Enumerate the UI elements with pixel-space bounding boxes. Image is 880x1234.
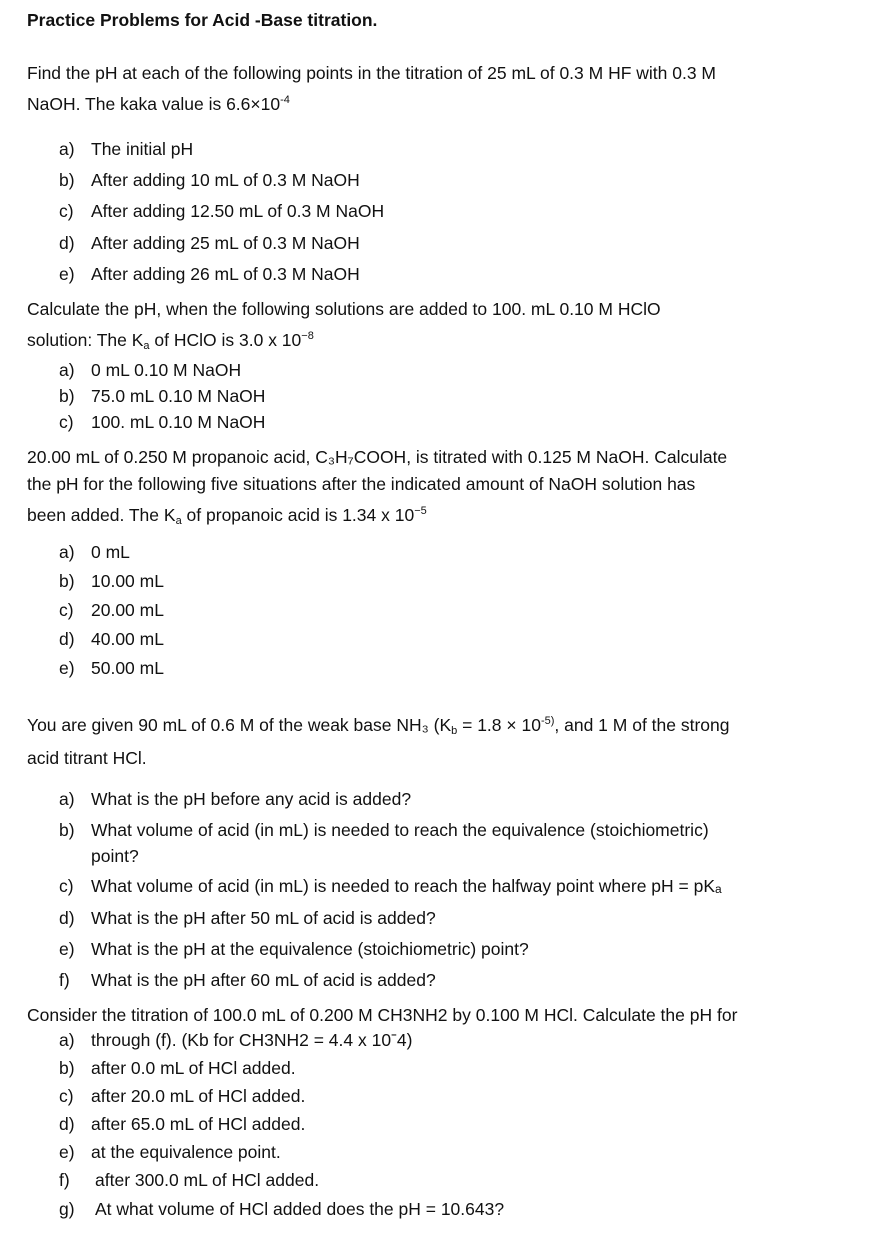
page-title: Practice Problems for Acid -Base titration. bbox=[27, 10, 378, 30]
problem-4-item-d: d) What is the pH after 50 mL of acid is added? bbox=[59, 908, 436, 928]
problem-3-item-c: c) 20.00 mL bbox=[59, 600, 164, 620]
problem-5-statement: Consider the titration of 100.0 mL of 0.200 M CH3NH2 by 0.100 M HCl. Calculate the pH for bbox=[27, 1005, 738, 1025]
problem-3-item-a: a) 0 mL bbox=[59, 542, 130, 562]
problem-3-line-3: been added. The $K_a$ of propanoic acid is 1.34 x $10^{-5}$ bbox=[27, 505, 427, 527]
problem-5-item-f: f) after 300.0 mL of HCl added. bbox=[59, 1170, 320, 1190]
problem-5-item-c: c) after 20.0 mL of HCl added. bbox=[59, 1086, 306, 1106]
problem-4-item-b: b) What volume of acid (in mL) is needed to reach the equivalence (stoichiometric) bbox=[59, 820, 709, 840]
problem-2-statement bbox=[27, 296, 847, 360]
problem-4-statement bbox=[27, 708, 847, 772]
problem-3-item-b: b) 10.00 mL bbox=[59, 571, 164, 591]
problem-3-statement bbox=[27, 444, 847, 535]
problem-1-item-b: b) After adding 10 mL of 0.3 M NaOH bbox=[59, 170, 360, 190]
problem-4-item-a: a) What is the pH before any acid is added? bbox=[59, 789, 412, 809]
problem-5-item-g: g) At what volume of HCl added does the pH = 10.643? bbox=[59, 1199, 505, 1219]
problem-5-item-d: d) after 65.0 mL of HCl added. bbox=[59, 1114, 306, 1134]
problem-3-line-2: the pH for the following five situations after the indicated amount of NaOH solution has bbox=[27, 474, 696, 494]
problem-1-statement bbox=[27, 60, 847, 118]
problem-4-line-2: acid titrant HCl. bbox=[27, 748, 147, 768]
problem-5-item-e: e) at the equivalence point. bbox=[59, 1142, 281, 1162]
problem-4-item-c: c) What volume of acid (in mL) is needed to reach the halfway point where pH = pKₐ bbox=[59, 876, 722, 896]
problem-2-line-2: solution: The $K_a$ of HClO is 3.0 x $10^{-8}$ bbox=[27, 330, 314, 352]
problem-2-item-a: a) 0 mL 0.10 M NaOH bbox=[59, 360, 242, 380]
problem-3-item-e: e) 50.00 mL bbox=[59, 658, 164, 678]
problem-2-line-1: Calculate the pH, when the following solutions are added to 100. mL 0.10 M HClO bbox=[27, 299, 661, 319]
problem-5-item-a: a) through (f). (Kb for CH3NH2 = 4.4 x 10ˉ4) bbox=[59, 1030, 413, 1050]
problem-1-item-d: d) After adding 25 mL of 0.3 M NaOH bbox=[59, 233, 360, 253]
problem-3-item-d: d) 40.00 mL bbox=[59, 629, 164, 649]
problem-4-item-b-continued: point? bbox=[91, 846, 139, 866]
problem-2-item-c: c) 100. mL 0.10 M NaOH bbox=[59, 412, 266, 432]
problem-1-item-c: c) After adding 12.50 mL of 0.3 M NaOH bbox=[59, 201, 385, 221]
problem-1-item-a: a) The initial pH bbox=[59, 139, 194, 159]
problem-5-item-b: b) after 0.0 mL of HCl added. bbox=[59, 1058, 296, 1078]
problem-4-line-1: You are given 90 mL of 0.6 M of the weak base NH₃ ($K_b = 1.8 \times 10^{-5)}$, and 1 M of the strong bbox=[27, 715, 730, 737]
problem-1-item-e: e) After adding 26 mL of 0.3 M NaOH bbox=[59, 264, 360, 284]
problem-4-item-f: f) What is the pH after 60 mL of acid is added? bbox=[59, 970, 436, 990]
problem-3-line-1: 20.00 mL of 0.250 M propanoic acid, C₃H₇COOH, is titrated with 0.125 M NaOH. Calculate bbox=[27, 447, 728, 467]
problem-4-item-e: e) What is the pH at the equivalence (stoichiometric) point? bbox=[59, 939, 529, 959]
problem-2-item-b: b) 75.0 mL 0.10 M NaOH bbox=[59, 386, 266, 406]
problem-1-line-1: Find the pH at each of the following points in the titration of 25 mL of 0.3 M HF with 0.3 M bbox=[27, 63, 717, 83]
problem-1-line-2: NaOH. The kaka value is $6.6\times 10^{-4}$ bbox=[27, 94, 290, 114]
